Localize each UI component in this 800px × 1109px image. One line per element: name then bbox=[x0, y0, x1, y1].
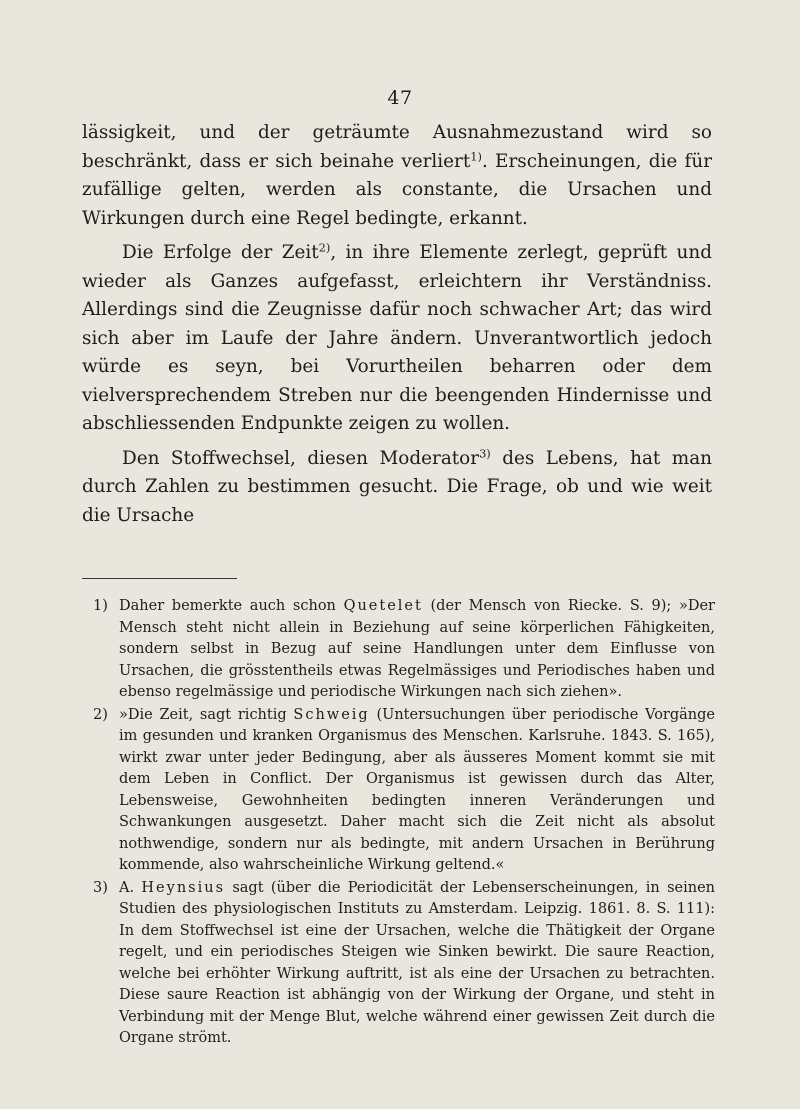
paragraph-text: des Lebens, hat man durch Zahlen zu bestimmen gesucht. Die Frage, ob und wie weit die Ursache bbox=[82, 447, 712, 526]
footnote-marker: 1) bbox=[93, 598, 108, 614]
footnotes bbox=[93, 596, 715, 1051]
main-text bbox=[82, 119, 712, 536]
paragraph-continuation bbox=[82, 119, 712, 233]
page-number: 47 bbox=[387, 87, 413, 109]
footnote-marker: 2) bbox=[93, 706, 108, 723]
footnote-text: sagt (über die Periodicität der Lebenserscheinungen, in seinen Studien des physiologischen Instituts zu Amsterdam. Leipzig. 1861. 8. S. 111): In dem Stoffwechsel ist eine der Ursachen, welche die Thätigkeit der Organe regelt, und ein periodisches Steigen wie Sinken bewirkt. Die saure Reaction, welche bei erhöhter Wirkung auftritt, ist als eine der Ursachen zu betrachten. Diese saure Reaction ist abhängig von der Wirkung der Organe, und steht in Verbindung mit der Menge Blut, welche während einer gewissen Zeit durch die Organe strömt. bbox=[119, 879, 715, 1046]
footnote-marker: 3) bbox=[93, 879, 108, 896]
paragraph-stoffwechsel bbox=[82, 445, 712, 531]
footnote-ref-1[interactable]: 1) bbox=[470, 149, 482, 164]
footnote-ref-3[interactable]: 3) bbox=[479, 446, 491, 461]
paragraph-text: , in ihre Elemente zerlegt, geprüft und wieder als Ganzes aufgefasst, erleichtern ihr Verständniss. Allerdings sind die Zeugnisse dafür noch schwacher Art; das wird sich aber im Laufe der Jahre ändern. Unverantwortlich jedoch würde es seyn, bei Vorurtheilen beharren oder dem vielversprechendem Streben nur die beengenden Hindernisse und abschliessenden Endpunkte zeigen zu wollen. bbox=[82, 242, 712, 434]
author-name: Schweig bbox=[293, 706, 370, 723]
author-name: Quetelet bbox=[343, 598, 423, 614]
footnote-text: (der Mensch von Riecke. S. 9); »Der Mensch steht nicht allein in Beziehung auf seine körperlichen Fähigkeiten, sondern selbst in Bezug auf seine Handlungen unter dem Einflusse von Ursachen, die grösstentheils etwas Regelmässiges und Periodisches haben und ebenso regelmässige und periodische Wirkungen nach sich ziehen». bbox=[119, 598, 715, 700]
author-name: Heynsius bbox=[141, 879, 226, 896]
paragraph-text: lässigkeit, und der geträumte Ausnahmezustand wird so beschränkt, dass er sich beinahe verliert bbox=[82, 122, 712, 172]
paragraph-erfolge bbox=[82, 239, 712, 439]
paragraph-text: Den Stoffwechsel, diesen Moderator bbox=[122, 447, 480, 469]
footnote-1 bbox=[93, 596, 715, 704]
footnote-3 bbox=[93, 878, 715, 1050]
footnote-text: »Die Zeit, sagt richtig bbox=[119, 706, 294, 723]
paragraph-text: . Erscheinungen, die für zufällige gelten, werden als constante, die Ursachen und Wirkungen durch eine Regel bedingte, erkannt. bbox=[82, 150, 713, 229]
footnote-text: Daher bemerkte auch schon bbox=[119, 598, 344, 614]
footnote-text: (Untersuchungen über periodische Vorgänge im gesunden und kranken Organismus des Menschen. Karlsruhe. 1843. S. 165), wirkt zwar unter jeder Bedingung, aber als äusseres Moment kommt sie mit dem Leben in Conflict. Der Organismus ist gewissen durch das Alter, Lebensweise, Gewohnheiten bedingten inneren Veränderungen und Schwankungen ausgesetzt. Daher macht sich die Zeit nicht als absolut nothwendige, sondern nur als bedingte, mit andern Ursachen in Berührung kommende, also wahrscheinliche Wirkung geltend.« bbox=[119, 706, 715, 873]
footnote-2 bbox=[93, 705, 715, 877]
footnote-ref-2[interactable]: 2) bbox=[318, 240, 331, 255]
footnote-divider bbox=[82, 578, 237, 579]
paragraph-text: Die Erfolge der Zeit bbox=[122, 242, 319, 263]
footnote-text: A. bbox=[119, 879, 142, 896]
